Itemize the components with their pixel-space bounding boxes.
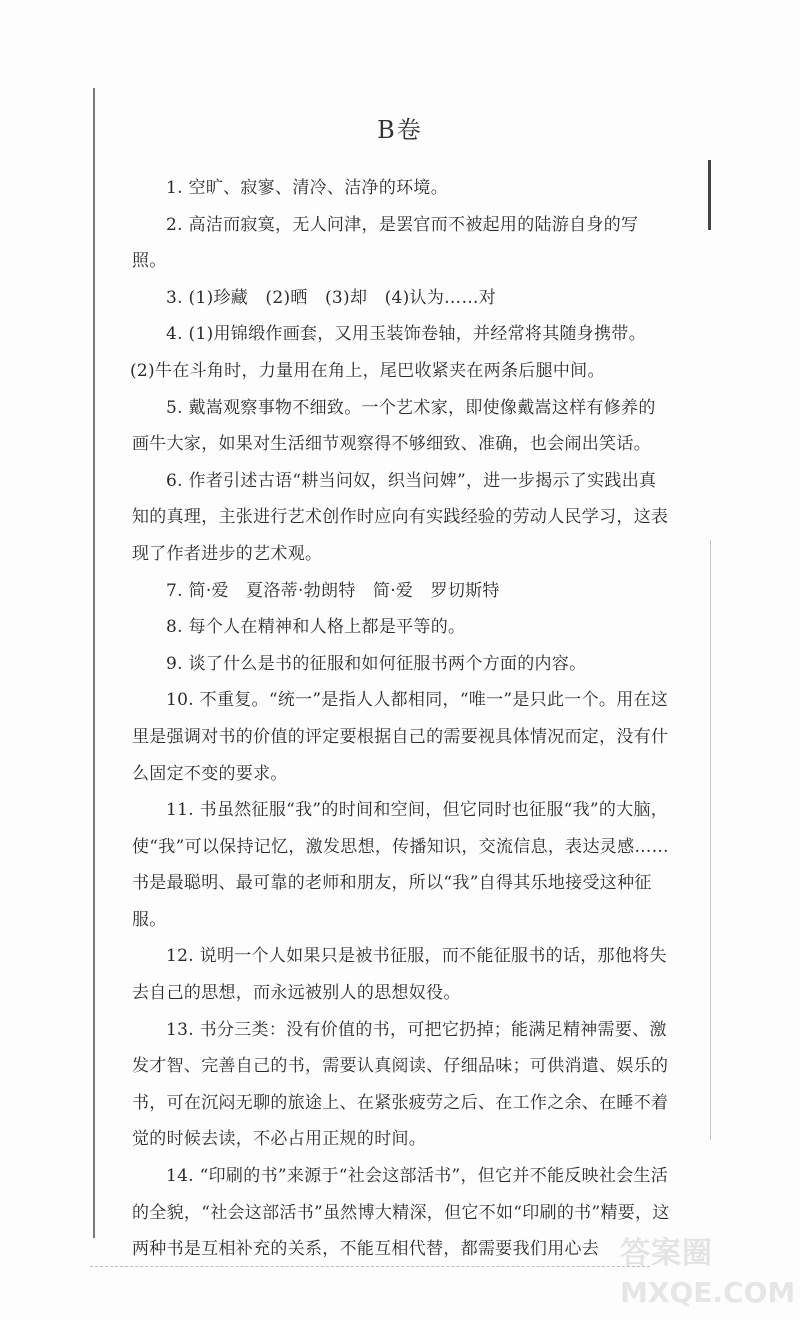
watermark-brand: 答案圈 [620, 1236, 713, 1271]
answer-item: (2)牛在斗角时，力量用在角上，尾巴收紧夹在两条后腿中间。 [130, 360, 605, 381]
answer-item: 7. 简·爱 夏洛蒂·勃朗特 简·爱 罗切斯特 [166, 580, 500, 601]
answer-item: 9. 谈了什么是书的征服和如何征服书两个方面的内容。 [166, 653, 587, 674]
bottom-rule [90, 1266, 650, 1268]
watermark [620, 1228, 796, 1318]
left-margin-rule [93, 88, 95, 1238]
answer-item: 4. (1)用锦缎作画套，又用玉装饰卷轴，并经常将其随身携带。 [166, 324, 647, 345]
answer-item: 10. 不重复。“统一”是指人人都相同，“唯一”是只此一个。用在这里是强调对书的价值的评定要根据自己的需要视具体情况而定，没有什么固定不变的要求。 [132, 690, 669, 784]
answer-item: 13. 书分三类：没有价值的书，可把它扔掉；能满足精神需要、激发才智、完善自己的书，需要认真阅读、仔细品味；可供消遣、娱乐的书，可在沉闷无聊的旅途上、在紧张疲劳之后、在工作之余、在睡不着觉的时候去读，不必占用正规的时间。 [132, 1019, 669, 1150]
right-edge-mark [708, 160, 711, 230]
answer-item: 5. 戴嵩观察事物不细致。一个艺术家，即使像戴嵩这样有修养的画牛大家，如果对生活细节观察得不够细致、准确，也会闹出笑话。 [132, 397, 656, 455]
answer-item: 6. 作者引述古语“耕当问奴，织当问婢”，进一步揭示了实践出真知的真理，主张进行艺术创作时应向有实践经验的劳动人民学习，这表现了作者进步的艺术观。 [132, 470, 669, 564]
answer-item: 14. “印刷的书”来源于“社会这部活书”，但它并不能反映社会生活的全貌，“社会这部活书”虽然博大精深，但它不如“印刷的书”精要，这两种书是互相补充的关系，不能互相代替，都需要我们用心去 [132, 1166, 670, 1260]
answer-item: 11. 书虽然征服“我”的时间和空间，但它同时也征服“我”的大脑，使“我”可以保持记忆，激发思想，传播知识，交流信息，表达灵感……书是最聪明、最可靠的老师和朋友，所以“我”自得其乐地接受这种征服。 [132, 800, 669, 930]
section-title: B卷 [377, 116, 423, 144]
answer-item: 2. 高洁而寂寞，无人问津，是罢官而不被起用的陆游自身的写照。 [132, 214, 639, 272]
answer-item: 3. (1)珍藏 (2)晒 (3)却 (4)认为……对 [166, 287, 497, 308]
answer-item: 8. 每个人在精神和人格上都是平等的。 [166, 617, 466, 638]
answer-item: 12. 说明一个人如果只是被书征服，而不能征服书的话，那他将失去自己的思想，而永远被别人的思想奴役。 [132, 946, 667, 1004]
answer-list [132, 170, 672, 1268]
watermark-url: MXQE.COM [620, 1276, 796, 1309]
right-edge-line [710, 540, 711, 1140]
answer-item: 1. 空旷、寂寥、清冷、洁净的环境。 [166, 178, 449, 198]
